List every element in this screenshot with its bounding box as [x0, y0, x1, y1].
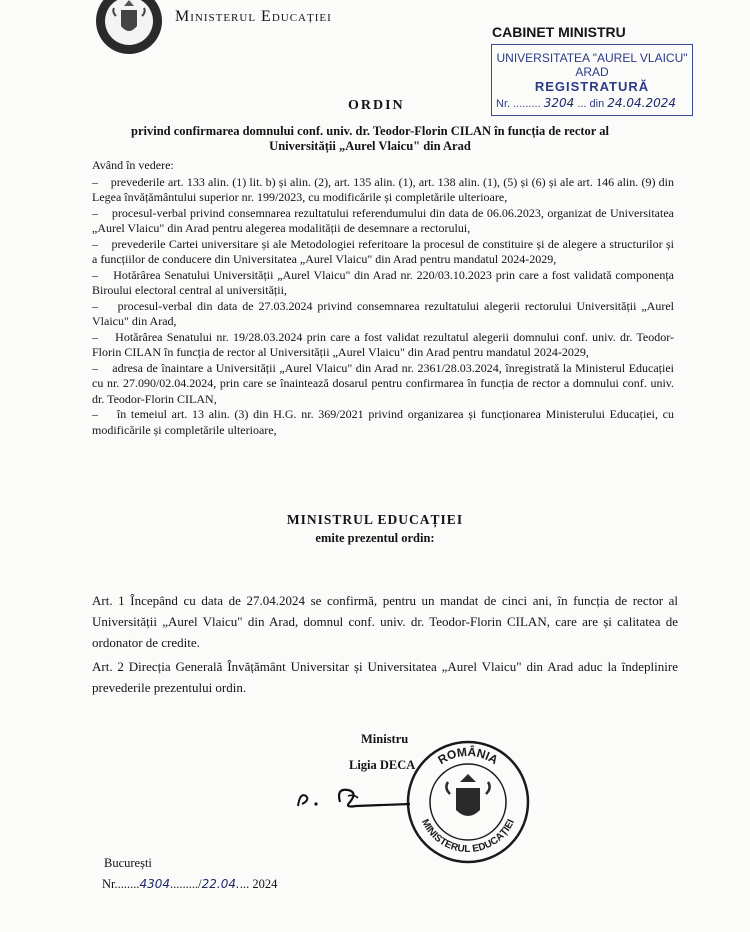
consideration-item: – prevederile Cartei universitare și ale Metodologiei referitoare la procesul de constituire și de alegere a structurilor și a funcțiilor de conducere din Universitatea „Aurel Vlaicu" din Arad pentru mandatul 2024-2029, — [92, 236, 674, 266]
consideration-item: – procesul-verbal privind consemnarea rezultatului referendumului din data de 06.06.2023, organizat de Universitatea „Aurel Vlaicu" din Arad pentru alegerea modalității de desemnare a rectorului, — [92, 205, 674, 235]
signer-name: Ligia DECA — [349, 758, 416, 772]
footer-city: București — [104, 856, 152, 870]
cabinet-label: CABINET MINISTRU — [492, 24, 626, 40]
stamp-university: UNIVERSITATEA "AUREL VLAICU" — [496, 51, 688, 65]
seal-bottom-text: MINISTERUL EDUCAȚIEI — [418, 817, 517, 856]
stamp-date-value: 24.04.2024 — [607, 96, 677, 110]
consideration-item: – procesul-verbal din data de 27.03.2024 privind consemnarea rezultatului alegerii rectorului Universității „Aurel Vlaicu" din Arad, — [92, 298, 674, 328]
article-2: Art. 2 Direcția Generală Învățământ Universitar și Universitatea „Aurel Vlaicu" din Arad aduc la îndeplinire prevederile prezentului ordin. — [92, 659, 678, 695]
consideration-item: – în temeiul art. 13 alin. (3) din H.G. nr. 369/2021 privind organizarea și funcționarea Ministerului Educației, cu modificările și completările ulterioare, — [92, 407, 675, 437]
stamp-nr-label: Nr. — [496, 98, 511, 110]
footer-nr-value: 4304 — [139, 877, 171, 891]
issues-order-line: emite prezentul ordin: — [315, 531, 435, 545]
signer-title: Ministru — [361, 732, 409, 746]
stamp-number-line: Nr. ......... 3204 ... din 24.04.2024 — [496, 96, 677, 110]
stamp-nr-value: 3204 — [543, 96, 575, 110]
footer-nr-date: 22.04. — [201, 877, 240, 891]
consideration-item: – adresa de înaintare a Universității „Aurel Vlaicu" din Arad nr. 2361/28.03.2024, înregistrată la Ministerul Educației cu nr. 27.090/02.04.2024, prin care se înaintează dosarul pentru confirmarea în funcția de rector a domnului conf. univ. dr. Teodor-Florin CILAN, — [92, 360, 675, 406]
coat-of-arms-icon — [94, 0, 164, 56]
stamp-city: ARAD — [575, 65, 609, 79]
consideration-item: – Hotărârea Senatului Universității „Aurel Vlaicu" din Arad nr. 220/03.10.2023 prin care a fost validată componența Biroului electoral central al universității, — [92, 267, 674, 297]
considering-label: Având în vedere: — [92, 158, 174, 172]
stamp-date-label: din — [589, 98, 605, 110]
footer-number-line: Nr........4304........./22.04.... 2024 — [102, 877, 278, 891]
consideration-item: – Hotărârea Senatului nr. 19/28.03.2024 prin care a fost validat rezultatul alegerii domnului conf. univ. dr. Teodor-Florin CILAN în funcția de rector al Universității „Aurel Vlaicu" din Arad pentru mandatul 2024-2029, — [92, 329, 674, 359]
footer-nr-label: Nr. — [102, 877, 118, 891]
considerations-block — [92, 158, 674, 438]
stamp-registry: REGISTRATURĂ — [534, 79, 650, 94]
consideration-item: – prevederile art. 133 alin. (1) lit. b) și alin. (2), art. 135 alin. (1), art. 138 alin. (1), (5) și (6) și ale art. 146 alin. (9) din Legea învățământului superior nr. 199/2023, cu modificările și completările ulterioare, — [92, 174, 674, 204]
footer-nr-year: 2024 — [252, 877, 278, 891]
ministry-seal-icon — [404, 738, 532, 866]
document-subtitle: privind confirmarea domnului conf. univ. dr. Teodor-Florin CILAN în funcția de rector al Universității „Aurel Vlaicu" din Arad — [131, 124, 609, 153]
registry-stamp — [491, 44, 693, 116]
issuer-heading: MINISTRUL EDUCAȚIEI — [286, 512, 464, 527]
svg-text:MINISTERUL EDUCAȚIEI — [419, 817, 517, 855]
handwritten-signature — [290, 768, 420, 818]
document-title: ORDIN — [348, 98, 405, 113]
article-1: Art. 1 Începând cu data de 27.04.2024 se confirmă, pentru un mandat de cinci ani, în funcția de rector al Universității „Aurel Vlaicu" din Arad, domnul conf. univ. dr. Teodor-Florin CILAN, care are și calitatea de ordonator de credite. — [92, 593, 678, 650]
ministry-header: Ministerul Educației — [175, 8, 332, 25]
seal-top-text: ROMÂNIA — [435, 744, 501, 768]
